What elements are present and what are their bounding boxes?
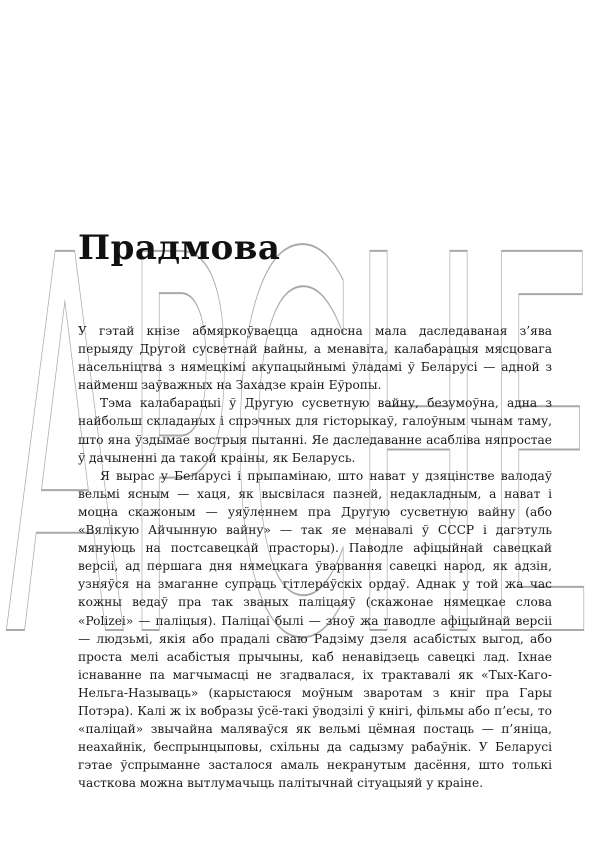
paragraph-3: Я вырас у Беларусі і прыпамінаю, што нават у дзяцінстве валодаў вельмі ясным — хаця, як высвілася пазней, недакладным, а нават і моцна скажоным — уяўленнем пра Другую сусветную вайну (або «Вялікую Айчынную вайну» — так яе менавалі ў СССР і дагэтуль мянуюць на постсавецкай прасторы). Паводле афіцыйнай савецкай версіі, ад першага дня нямецкага ўварвання савецкі народ, як адзін, узняўся на змаганне супраць гітлераўскіх ордаў. Аднак у той жа час кожны ведаў пра так званых паліцаяў (скажонае нямецкае слова «Polizei» — паліцыя). Паліцаі былі — зноў жа паводле афіцыйнай версіі — людзьмі, якія або прадалі сваю Радзіму дзеля асабістых выгод, або проста мелі асабістыя прычыны, каб ненавідзець савецкі лад. Іхнае існаванне па магчымасці не згадвалася, іх трактавалі як «Тых-Каго-Нельга-Называць» (карыстаюся моўным зваротам з кніг пра Гары Потэра). Калі ж іх вобразы ўсё-такі ўводзілі ў кнігі, фільмы або п’есы, то «паліцай» звычайна малявaўся як вельмі цёмная постаць — п’яніца, неахайнік, беспрынцыповы, схільны да садызму рабаўнік. У Беларусі гэтае ўспрыманне засталося амаль некранутым дасёння, што толькі часткова можна вытлумачыць палітычнай сітуацыяй у краіне. <box>78 468 552 791</box>
watermark-text: АРСНЕ <box>5 190 595 660</box>
page-title: Прадмова <box>78 228 281 268</box>
paragraph-2: Тэма калабарацыі ў Другую сусветную вайну, безумоўна, адна з найбольш складаных і спрэчных для гісторыкаў, галоўным чынам таму, што яна ўздымае вострыя пытанні. Яе даследаванне асабліва няпростае ў дачыненні да такой краіны, як Беларусь. <box>78 396 552 465</box>
body-text <box>78 322 552 792</box>
paragraph-1: У гэтай кнізе абмяркоўваецца адносна мала даследаваная з’ява перыяду Другой сусветнай вайны, а менавіта, калабарацыя мясцовага насельніцтва з нямецкімі акупацыйнымі ўладамі ў Беларусі — адной з найменш заўважных на Захадзе краін Еўропы. <box>78 324 552 393</box>
